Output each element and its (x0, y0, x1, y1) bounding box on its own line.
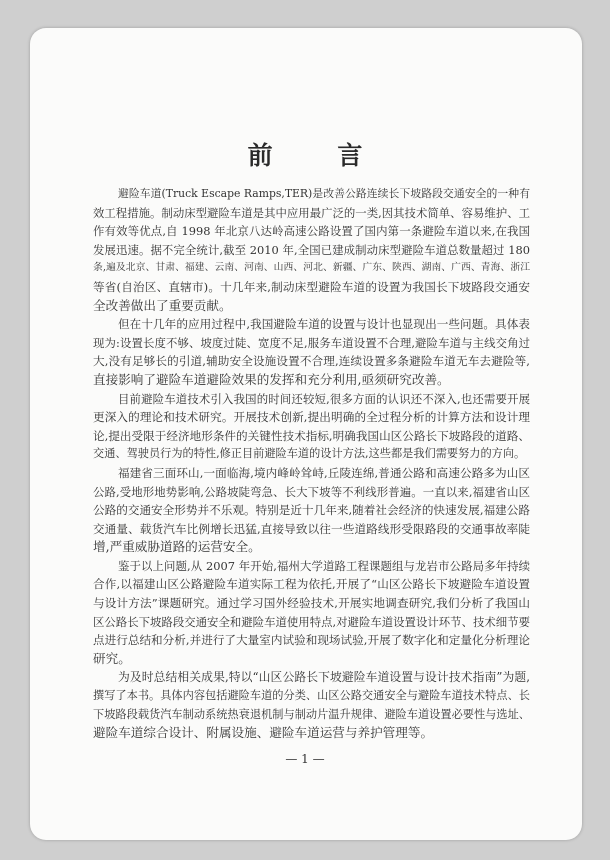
text-line: 撰写了本书。具体内容包括避险车道的分类、山区公路交通安全与避险车道技术特点、长 (93, 689, 530, 703)
text-line: 公路,受地形地势影响,公路坡陡弯急、长大下坡等不利线形普遍。一直以来,福建省山区 (93, 484, 530, 499)
text-line: 增,严重威胁道路的运营安全。 (93, 539, 261, 555)
paragraph (93, 668, 530, 742)
text-line: 论,提出受限于经济地形条件的关键性技术指标,明确我国山区公路长下坡路段的道路、 (93, 428, 530, 443)
text-line: 等省(自治区、直辖市)。十几年来,制动床型避险车道的设置为我国长下坡路段交通安 (93, 279, 530, 294)
text-line: 避险车道(Truck Escape Ramps,TER)是改善公路连续长下坡路段交通安全的一种有 (118, 187, 530, 200)
text-line: 交通、驾驶员行为的特性,修正目前避险车道的设计方法,这些都是我们需要努力的方向。 (93, 447, 526, 461)
page-title: 前 言 (247, 141, 391, 170)
text-line: 直接影响了避险车道避险效果的发挥和充分利用,亟须研究改善。 (93, 371, 450, 387)
text-line: 更深入的理论和技术研究。开展技术创新,提出明确的全过程分析的计算方法和设计理 (93, 410, 530, 425)
text-line: 但在十几年的应用过程中,我国避险车道的设置与设计也显现出一些问题。具体表 (118, 317, 530, 332)
page-number: — 1 — (285, 752, 325, 766)
text-line: 条,遍及北京、甘肃、福建、云南、河南、山西、河北、新疆、广东、陕西、湖南、广西、青海、浙江 (93, 262, 530, 274)
text-line: 效工程措施。制动床型避险车道是其中应用最广泛的一类,因其技术简单、容易维护、工 (93, 205, 530, 220)
text-line: 发展迅速。据不完全统计,截至 2010 年,全国已建成制动床型避险车道总数量超过 180 (93, 242, 530, 257)
text-line: 全改善做出了重要贡献。 (93, 297, 232, 313)
text-line: 与设计方法”课题研究。通过学习国外经验技术,开展实地调查研究,我们分析了我国山 (93, 596, 530, 611)
text-line: 交通量、载货汽车比例增长迅猛,直接导致以往一些道路线形受限路段的交通事故率陡 (93, 521, 530, 536)
text-line: 现为:设置长度不够、坡度过陡、宽度不足,服务车道设置不合理,避险车道与主线交角过 (93, 335, 530, 350)
text-line: 合作,以福建山区公路避险车道实际工程为依托,开展了“山区公路长下坡避险车道设置 (93, 577, 530, 592)
text-line: 福建省三面环山,一面临海,境内峰岭耸峙,丘陵连绵,普通公路和高速公路多为山区 (118, 465, 530, 480)
paragraph (93, 464, 530, 557)
paragraph (93, 390, 530, 464)
text-line: 研究。 (93, 650, 131, 666)
text-line: 为及时总结相关成果,特以“山区公路长下坡避险车道设置与设计技术指南”为题, (118, 670, 530, 685)
text-line: 目前避险车道技术引入我国的时间还较短,很多方面的认识还不深入,也还需要开展 (118, 391, 530, 406)
text-line: 公路的交通安全形势并不乐观。特别是近十几年来,随着社会经济的快速发展,福建公路 (93, 503, 530, 518)
text-line: 鉴于以上问题,从 2007 年开始,福州大学道路工程课题组与龙岩市公路局多年持续 (118, 558, 530, 573)
paragraph (93, 557, 530, 669)
text-line: 作有效等优点,自 1998 年北京八达岭高速公路设置了国内第一条避险车道以来,在我国 (93, 224, 530, 239)
text-line: 点进行总结和分析,并进行了大量室内试验和现场试验,开展了数字化和定量化分析理论 (93, 633, 530, 648)
preface-body (93, 185, 530, 743)
paragraph (93, 185, 530, 315)
paragraph (93, 315, 530, 389)
text-line: 避险车道综合设计、附属设施、避险车道运营与养护管理等。 (93, 725, 434, 741)
text-line: 区公路长下坡路段交通安全和避险车道使用特点,对避险车道设置设计环节、技术细节要 (93, 614, 530, 629)
text-line: 大,没有足够长的引道,辅助安全设施设置不合理,连续设置多条避险车道无车去避险等, (93, 354, 530, 369)
text-line: 下坡路段载货汽车制动系统热衰退机制与制动片温升规律、避险车道设置必要性与选址、 (93, 707, 530, 721)
